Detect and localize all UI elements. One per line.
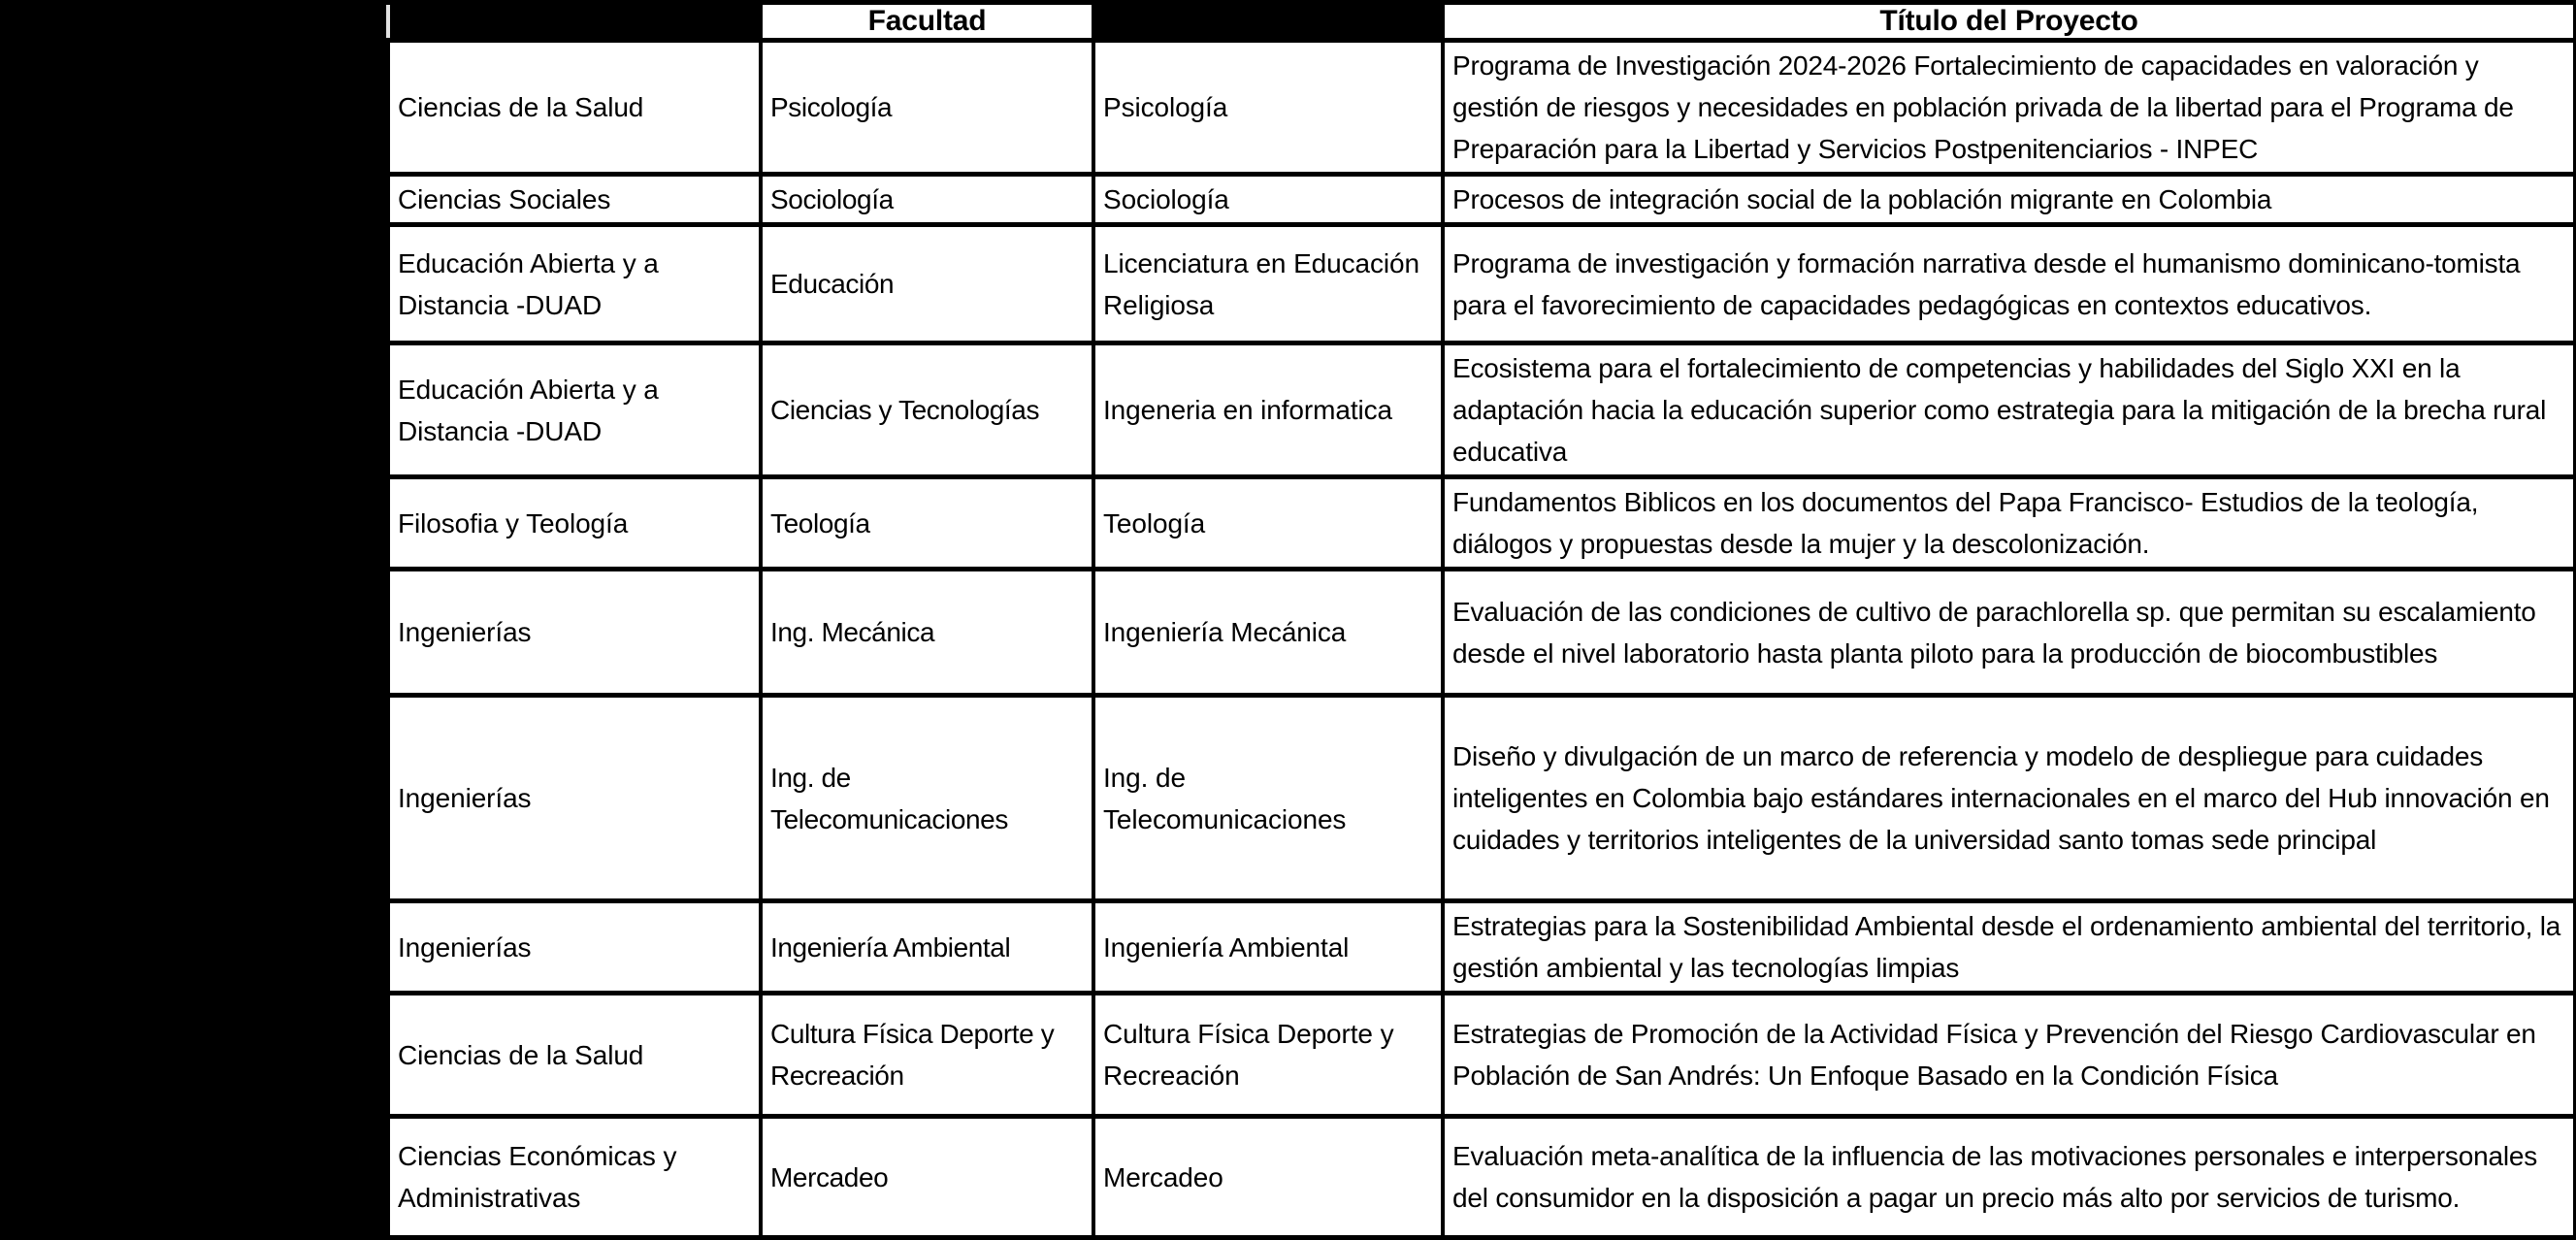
division-cell: Ciencias Sociales (388, 175, 761, 225)
division-cell: Ciencias de la Salud (388, 994, 761, 1117)
faculty-cell: Sociología (761, 175, 1093, 225)
table-body (388, 41, 2575, 1238)
program-cell: Sociología (1093, 175, 1443, 225)
project-title-cell: Programa de investigación y formación narrativa desde el humanismo dominicano-tomista para el favorecimiento de capacidades pedagógicas en contextos educativos. (1443, 225, 2575, 343)
header-row (388, 3, 2575, 41)
project-title-cell: Diseño y divulgación de un marco de referencia y modelo de despliegue para cuidades inteligentes en Colombia bajo estándares internacionales en el marco del Hub innovación en cuidades y territorios inteligentes de la universidad santo tomas sede principal (1443, 696, 2575, 901)
project-title-cell: Programa de Investigación 2024-2026 Fortalecimiento de capacidades en valoración y gestión de riesgos y necesidades en población privada de la libertad para el Programa de Preparación para la Libertad y Servicios Postpenitenciarios - INPEC (1443, 41, 2575, 175)
table-row (388, 994, 2575, 1117)
program-cell: Psicología (1093, 41, 1443, 175)
project-title-cell: Ecosistema para el fortalecimiento de competencias y habilidades del Siglo XXI en la adaptación hacia la educación superior como estrategia para la mitigación de la brecha rural educativa (1443, 343, 2575, 477)
division-cell: Ciencias Económicas y Administrativas (388, 1117, 761, 1238)
header-program-empty (1093, 3, 1443, 41)
table-row (388, 41, 2575, 175)
header-titulo-del-proyecto: Título del Proyecto (1443, 3, 2575, 41)
faculty-cell: Educación (761, 225, 1093, 343)
header-facultad: Facultad (761, 3, 1093, 41)
faculty-cell: Teología (761, 477, 1093, 570)
table-row (388, 901, 2575, 994)
table-row (388, 343, 2575, 477)
faculty-cell: Ingeniería Ambiental (761, 901, 1093, 994)
project-title-cell: Procesos de integración social de la población migrante en Colombia (1443, 175, 2575, 225)
faculty-cell: Ing. de Telecomunicaciones (761, 696, 1093, 901)
division-cell: Filosofia y Teología (388, 477, 761, 570)
table-row (388, 1117, 2575, 1238)
division-cell: Ingenierías (388, 696, 761, 901)
division-cell: Ciencias de la Salud (388, 41, 761, 175)
division-cell: Educación Abierta y a Distancia -DUAD (388, 225, 761, 343)
program-cell: Cultura Física Deporte y Recreación (1093, 994, 1443, 1117)
program-cell: Ingeniería Ambiental (1093, 901, 1443, 994)
faculty-cell: Cultura Física Deporte y Recreación (761, 994, 1093, 1117)
faculty-cell: Ciencias y Tecnologías (761, 343, 1093, 477)
faculty-cell: Mercadeo (761, 1117, 1093, 1238)
division-cell: Ingenierías (388, 570, 761, 696)
table-row (388, 175, 2575, 225)
program-cell: Licenciatura en Educación Religiosa (1093, 225, 1443, 343)
division-cell: Ingenierías (388, 901, 761, 994)
faculty-cell: Psicología (761, 41, 1093, 175)
program-cell: Mercadeo (1093, 1117, 1443, 1238)
project-title-cell: Estrategias de Promoción de la Actividad Física y Prevención del Riesgo Cardiovascular en Población de San Andrés: Un Enfoque Basado en la Condición Física (1443, 994, 2575, 1117)
program-cell: Ing. de Telecomunicaciones (1093, 696, 1443, 901)
table-row (388, 570, 2575, 696)
project-title-cell: Estrategias para la Sostenibilidad Ambiental desde el ordenamiento ambiental del territorio, la gestión ambiental y las tecnologías limpias (1443, 901, 2575, 994)
program-cell: Ingeneria en informatica (1093, 343, 1443, 477)
faculty-cell: Ing. Mecánica (761, 570, 1093, 696)
table-row (388, 477, 2575, 570)
project-title-cell: Fundamentos Biblicos en los documentos del Papa Francisco- Estudios de la teología, diálogos y propuestas desde la mujer y la descolonización. (1443, 477, 2575, 570)
project-title-cell: Evaluación de las condiciones de cultivo de parachlorella sp. que permitan su escalamiento desde el nivel laboratorio hasta planta piloto para la producción de biocombustibles (1443, 570, 2575, 696)
program-cell: Teología (1093, 477, 1443, 570)
table-row (388, 225, 2575, 343)
program-cell: Ingeniería Mecánica (1093, 570, 1443, 696)
projects-table (386, 0, 2576, 1240)
project-title-cell: Evaluación meta-analítica de la influencia de las motivaciones personales e interpersonales del consumidor en la disposición a pagar un precio más alto por servicios de turismo. (1443, 1117, 2575, 1238)
header-division-empty (388, 3, 761, 41)
division-cell: Educación Abierta y a Distancia -DUAD (388, 343, 761, 477)
table-row (388, 696, 2575, 901)
